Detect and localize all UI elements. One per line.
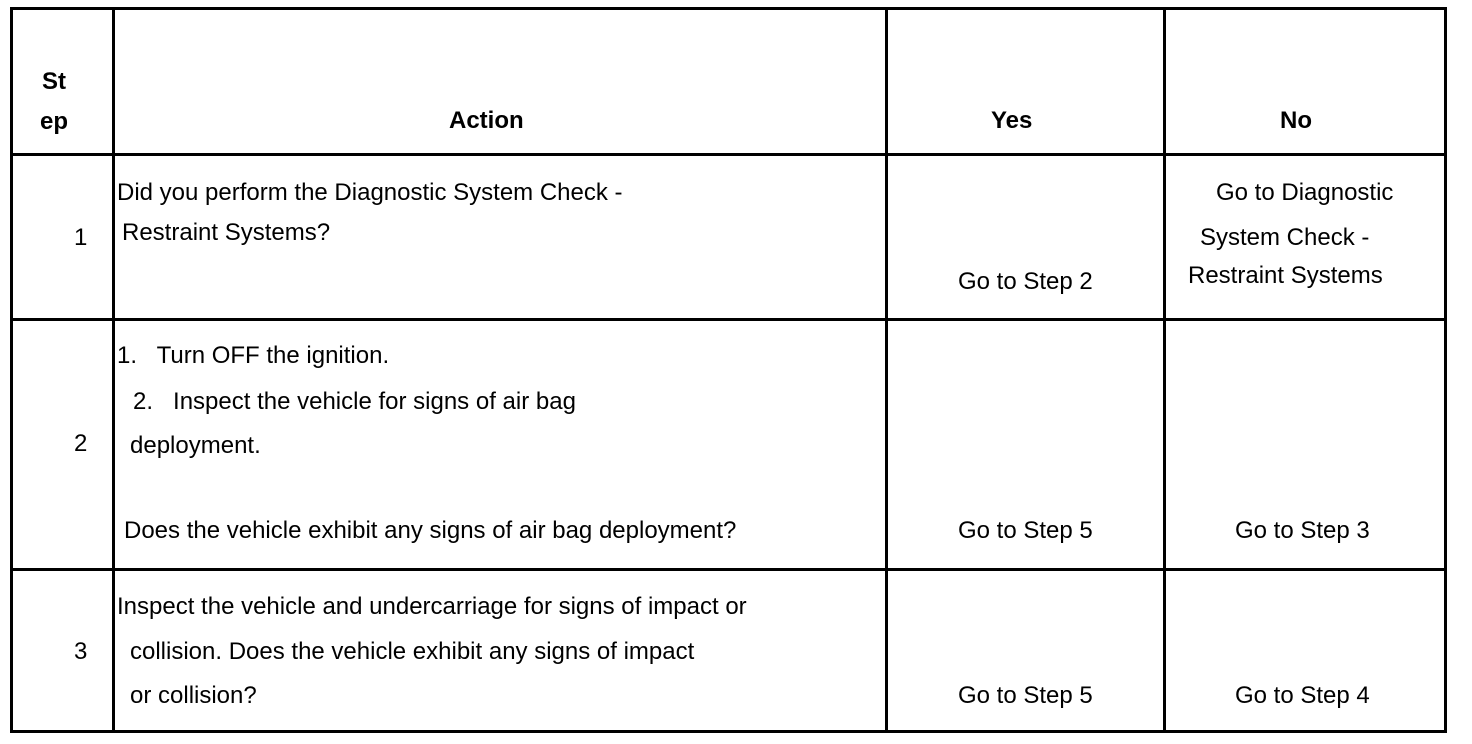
action-text: 2. Inspect the vehicle for signs of air bag: [133, 388, 576, 415]
column-divider: [1163, 10, 1166, 730]
action-text: or collision?: [130, 682, 257, 709]
no-result: Go to Diagnostic: [1216, 179, 1394, 206]
step-number: 1: [74, 224, 88, 251]
action-text: Did you perform the Diagnostic System Check -: [117, 179, 623, 206]
no-result: Go to Step 3: [1235, 517, 1370, 544]
no-result: Go to Step 4: [1235, 682, 1370, 709]
yes-result: Go to Step 5: [958, 682, 1093, 709]
header-yes: Yes: [991, 107, 1033, 134]
no-result: Restraint Systems: [1188, 262, 1383, 289]
diagnostic-table: [10, 7, 1447, 733]
header-action: Action: [449, 107, 524, 134]
action-text: deployment.: [130, 432, 261, 459]
step-number: 3: [74, 638, 88, 665]
yes-result: Go to Step 2: [958, 268, 1093, 295]
row-divider: [13, 318, 1444, 321]
action-text: 1. Turn OFF the ignition.: [117, 342, 390, 369]
action-text: Inspect the vehicle and undercarriage for signs of impact or: [117, 593, 747, 620]
action-text: Does the vehicle exhibit any signs of air bag deployment?: [124, 517, 737, 544]
no-result: System Check -: [1200, 224, 1370, 251]
yes-result: Go to Step 5: [958, 517, 1093, 544]
action-text: collision. Does the vehicle exhibit any signs of impact: [130, 638, 695, 665]
header-step-line1: St: [42, 68, 66, 95]
column-divider: [112, 10, 115, 730]
row-divider: [13, 153, 1444, 156]
column-divider: [885, 10, 888, 730]
step-number: 2: [74, 430, 88, 457]
action-text: Restraint Systems?: [122, 219, 331, 246]
row-divider: [13, 568, 1444, 571]
header-no: No: [1280, 107, 1312, 134]
header-step-line2: ep: [40, 108, 69, 135]
